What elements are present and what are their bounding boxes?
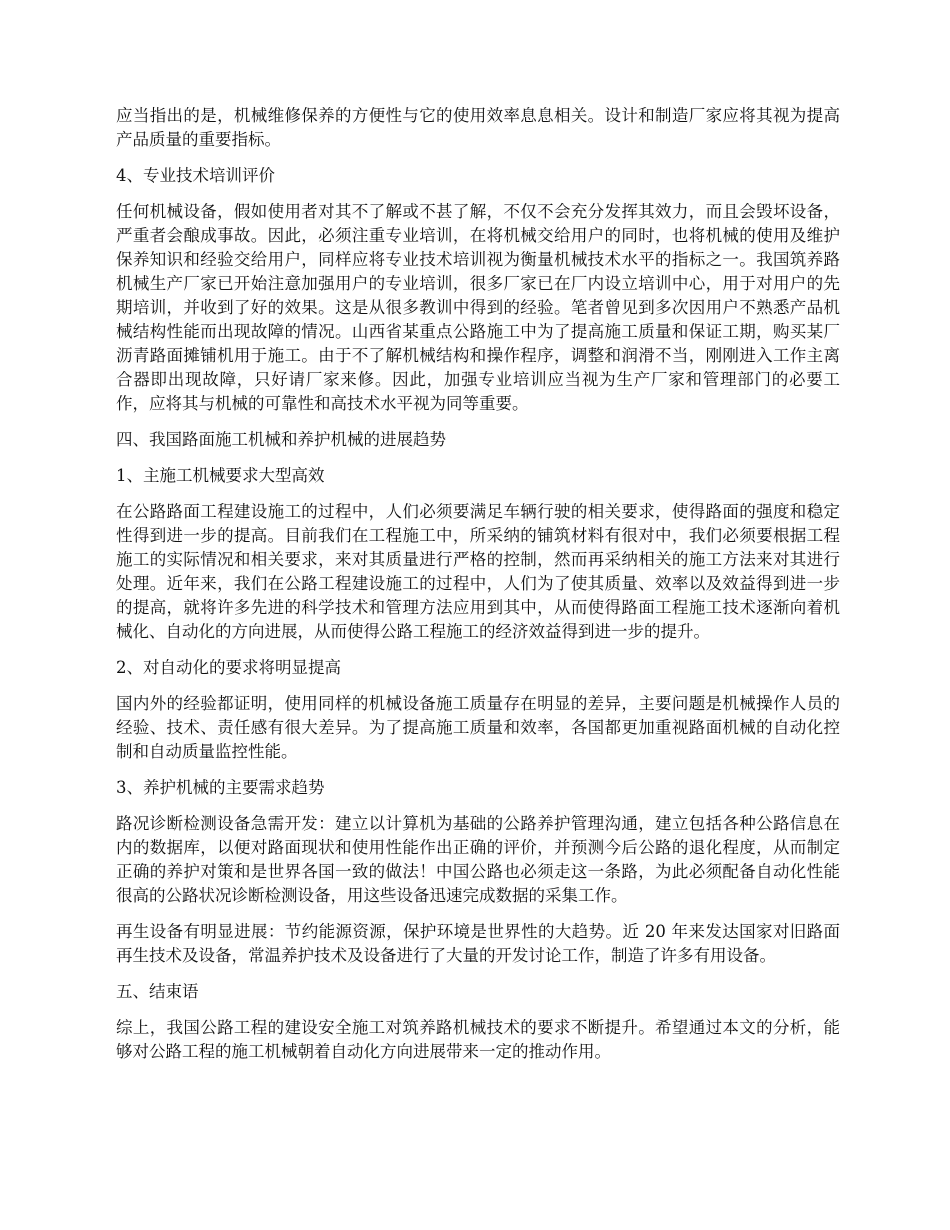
paragraph-large-efficient: 在公路路面工程建设施工的过程中，人们必须要满足车辆行驶的相关要求，使得路面的强度和稳定性得到进一步的提高。目前我们在工程施工中，所采纳的铺筑材料有很对中，我们必须要根据工程施工的实际情况和相关要求，来对其质量进行严格的控制，然而再采纳相关的施工方法来对其进行处理。近年来，我们在公路工程建设施工的过程中，人们为了使其质量、效率以及效益得到进一步的提高，就将许多先进的科学技术和管理方法应用到其中，从而使得路面工程施工技术逐渐向着机械化、自动化的方向进展，从而使得公路工程施工的经济效益得到进一步的提升。 xyxy=(116,502,840,641)
paragraph-detection-equipment: 路况诊断检测设备急需开发：建立以计算机为基础的公路养护管理沟通，建立包括各种公路信息在内的数据库，以便对路面现状和使用性能作出正确的评价，并预测今后公路的退化程度，从而制定正确的养护对策和是世界各国一致的做法！中国公路也必须走这一条路，为此必须配备自动化性能很高的公路状况诊断检测设备，用这些设备迅速完成数据的采集工作。 xyxy=(116,814,840,905)
section-heading-training: 4、专业技术培训评价 xyxy=(116,166,275,185)
paragraph-conclusion: 综上，我国公路工程的建设安全施工对筑养路机械技术的要求不断提升。希望通过本文的分析，能够对公路工程的施工机械朝着自动化方向进展带来一定的推动作用。 xyxy=(116,1018,840,1061)
paragraph-training: 任何机械设备，假如使用者对其不了解或不甚了解，不仅不会充分发挥其效力，而且会毁坏设备，严重者会酿成事故。因此，必须注重专业培训，在将机械交给用户的同时，也将机械的使用及维护保养知识和经验交给用户，同样应将专业技术培训视为衡量机械技术水平的指标之一。我国筑养路机械生产厂家已开始注意加强用户的专业培训，很多厂家已在厂内设立培训中心，用于对用户的先期培训，并收到了好的效果。这是从很多教训中得到的经验。笔者曾见到多次因用户不熟悉产品机械结构性能而出现故障的情况。山西省某重点公路施工中为了提高施工质量和保证工期，购买某厂沥青路面摊铺机用于施工。由于不了解机械结构和操作程序，调整和润滑不当，刚刚进入工作主离合器即出现故障，只好请厂家来修。因此，加强专业培训应当视为生产厂家和管理部门的必要工作，应将其与机械的可靠性和高技术水平视为同等重要。 xyxy=(116,202,840,413)
subsection-heading-large-efficient: 1、主施工机械要求大型高效 xyxy=(116,466,325,485)
section-heading-trends: 四、我国路面施工机械和养护机械的进展趋势 xyxy=(116,430,446,449)
document-page xyxy=(116,104,840,1076)
subsection-heading-maintenance-needs: 3、养护机械的主要需求趋势 xyxy=(116,778,325,797)
subsection-heading-automation: 2、对自动化的要求将明显提高 xyxy=(116,658,341,677)
paragraph-automation: 国内外的经验都证明，使用同样的机械设备施工质量存在明显的差异，主要问题是机械操作人员的经验、技术、责任感有很大差异。为了提高施工质量和效率，各国都更加重视路面机械的自动化控制和自动质量监控性能。 xyxy=(116,694,840,761)
paragraph-recycling-equipment: 再生设备有明显进展：节约能源资源，保护环境是世界性的大趋势。近 20 年来发达国家对旧路面再生技术及设备，常温养护技术及设备进行了大量的开发讨论工作，制造了许多有用设备。 xyxy=(116,922,840,965)
paragraph-maintenance-convenience: 应当指出的是，机械维修保养的方便性与它的使用效率息息相关。设计和制造厂家应将其视为提高产品质量的重要指标。 xyxy=(116,106,840,149)
section-heading-conclusion: 五、结束语 xyxy=(116,982,199,1001)
